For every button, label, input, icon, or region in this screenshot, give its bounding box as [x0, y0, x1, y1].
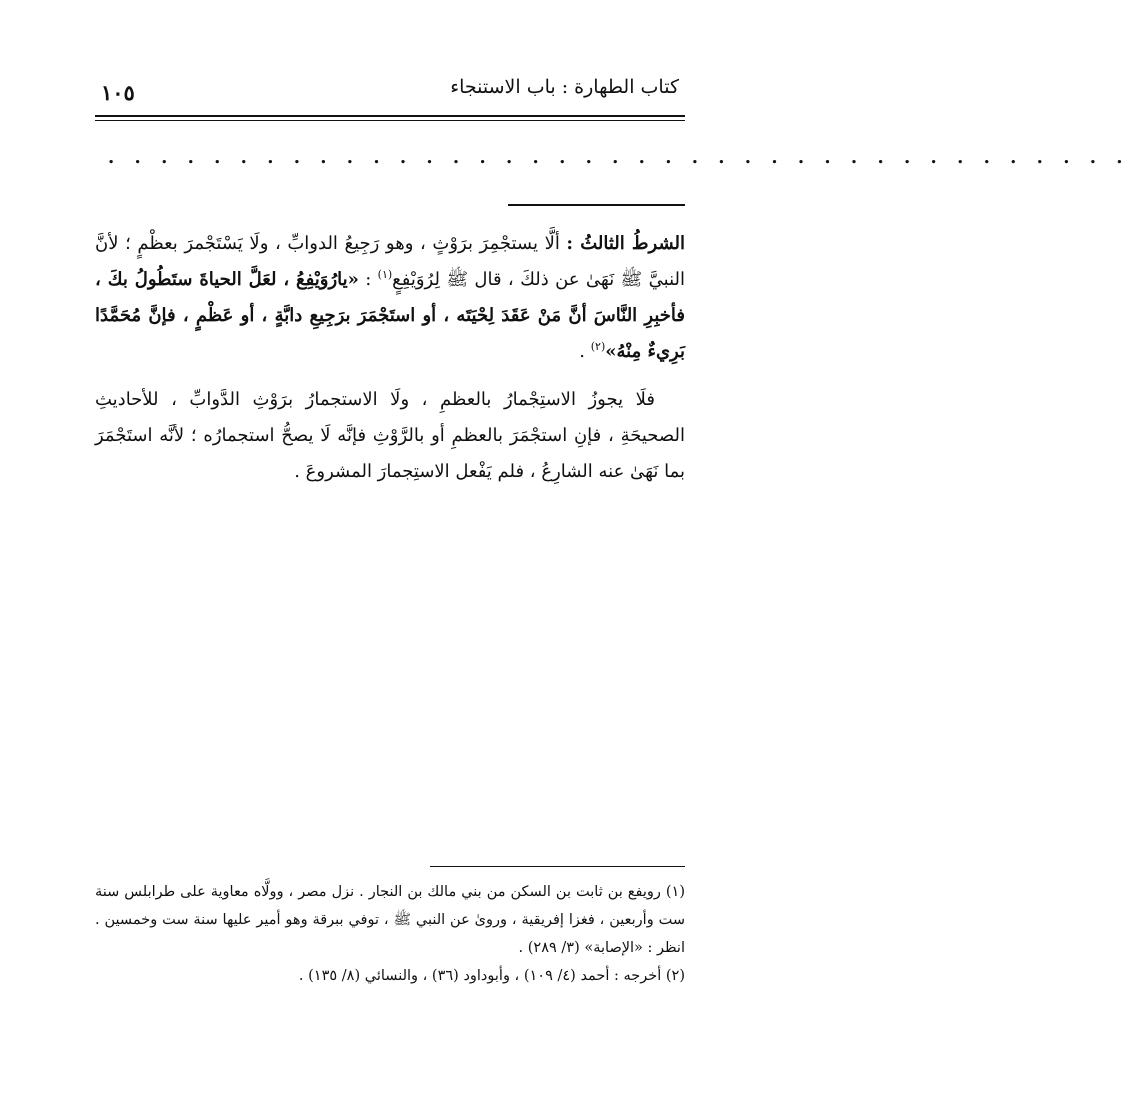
page-number: ١٠٥: [101, 80, 135, 105]
paragraph-third-condition: [95, 226, 685, 370]
condition-text: ألَّا يستجْمِرَ برَوْثٍ ، وهو رَجِيعُ الدوابِّ ، ولَا يَسْتَجْمرَ بعظْمٍ ؛ لأنَّ النبيَّ ﷺ نَهَىٰ عن ذلكَ ، قال ﷺ لِرُوَيْفِعٍ: [95, 233, 685, 290]
footnote-marker-2[interactable]: (٢): [590, 340, 606, 353]
section-separator-dots: . . . . . . . . . . . . . . . . . . . . . . . . . . . . . . . . . . . . . . .: [108, 147, 1130, 168]
paragraph-end: .: [579, 341, 591, 362]
footnotes: [95, 878, 685, 990]
running-header: [95, 72, 685, 112]
chapter-title: كتاب الطهارة : باب الاستنجاء: [450, 76, 679, 98]
header-rule-thin: [95, 120, 685, 121]
condition-heading: الشرطُ الثالثُ :: [566, 233, 685, 254]
footnote-marker-1[interactable]: (١): [377, 268, 393, 281]
footnote-2: (٢) أخرجه : أحمد (٤/ ١٠٩) ، وأبوداود (٣٦) ، والنسائي (٨/ ١٣٥) .: [298, 968, 685, 984]
main-text: [95, 226, 685, 502]
paragraph-ruling: فلَا يجوزُ الاستِجْمارُ بالعظمِ ، ولَا الاستجمارُ برَوْثِ الدَّوابِّ ، للأحاديثِ الصحيحَةِ ، فإنِ استجْمَرَ بالعظمِ أو بالرَّوْثِ فإنَّه لَا يصحُّ استجمارُه ؛ لأنَّه استَجْمَرَ بما نَهَىٰ عنه الشارِعُ ، فلم يَفْعل الاستِجمارَ المشروعَ .: [95, 389, 685, 482]
colon-text: :: [358, 269, 378, 290]
section-rule: [508, 204, 685, 206]
footnote-rule: [430, 866, 685, 867]
hadith-quote: «يارُوَيْفِعُ ، لعَلَّ الحياةَ ستَطُولُ بكَ ، فأخبِرِ النَّاسَ أنَّ مَنْ عَقَدَ لِحْيَتَه ، أو استَجْمَرَ برَجِيعِ دابَّةٍ ، أو عَظْمٍ ، فإنَّ مُحَمَّدًا بَرِيءٌ مِنْهُ»: [95, 269, 685, 362]
footnote-1: (١) رويفع بن ثابت بن السكن من بني مالك بن النجار . نزل مصر ، وولَّاه معاوية على طرابلس سنة ست وأربعين ، فغزا إفريقية ، وروىٰ عن النبي ﷺ ، توفي ببرقة وهو أمير عليها سنة ست وخمسين . انظر : «الإصابة» (٣/ ٢٨٩) .: [95, 884, 685, 956]
header-rule-thick: [95, 115, 685, 117]
